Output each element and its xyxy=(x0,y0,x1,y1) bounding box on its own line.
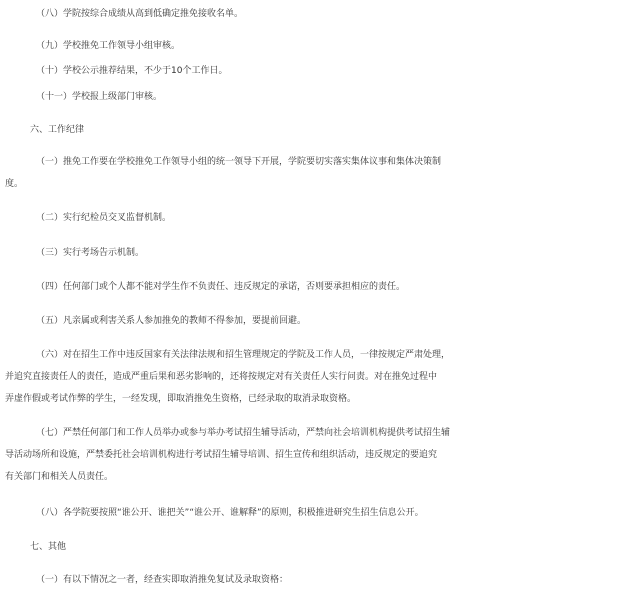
discipline-item-7-line-3: 有关部门和相关人员责任。 xyxy=(5,472,114,482)
item-11-superior-review: （十一）学校报上级部门审核。 xyxy=(36,92,163,102)
discipline-item-1-line-2: 度。 xyxy=(5,179,24,189)
discipline-item-5: （五）凡亲属或利害关系人参加推免的教师不得参加，要提前回避。 xyxy=(36,316,307,326)
discipline-item-7-line-1: （七）严禁任何部门和工作人员举办或参与举办考试招生辅导活动，严禁向社会培训机构提供考试招生辅 xyxy=(36,428,451,438)
item-10-public-notice: （十）学校公示推荐结果，不少于10个工作日。 xyxy=(36,66,228,76)
discipline-item-6-line-3: 弄虚作假或考试作弊的学生，一经发现，即取消推免生资格，已经录取的取消录取资格。 xyxy=(5,394,357,404)
discipline-item-8: （八）各学院要按照“谁公开、谁把关”“谁公开、谁解释”的原则，积极推进研究生招生信息公开。 xyxy=(36,508,424,518)
other-item-1: （一）有以下情况之一者，经查实即取消推免复试及录取资格： xyxy=(36,575,289,585)
section-heading-work-discipline: 六、工作纪律 xyxy=(30,125,85,135)
discipline-item-2: （二）实行纪检员交叉监督机制。 xyxy=(36,213,172,223)
discipline-item-3: （三）实行考场告示机制。 xyxy=(36,248,145,258)
item-9-leading-group-review: （九）学校推免工作领导小组审核。 xyxy=(36,41,181,51)
discipline-item-6-line-2: 并追究直接责任人的责任，造成严重后果和恶劣影响的，还将按规定对有关责任人实行问责。对在推免过程中 xyxy=(5,372,438,382)
item-8-ranking-list: （八）学院按综合成绩从高到低确定推免接收名单。 xyxy=(36,9,244,19)
discipline-item-1-line-1: （一）推免工作要在学校推免工作领导小组的统一领导下开展，学院要切实落实集体议事和集体决策制 xyxy=(36,157,442,167)
discipline-item-7-line-2: 导活动场所和设施，严禁委托社会培训机构进行考试招生辅导培训、招生宣传和组织活动，违反规定的要追究 xyxy=(5,450,438,460)
section-heading-other: 七、其他 xyxy=(30,542,67,552)
discipline-item-4: （四）任何部门或个人都不能对学生作不负责任、违反规定的承诺，否则要承担相应的责任。 xyxy=(36,282,406,292)
discipline-item-6-line-1: （六）对在招生工作中违反国家有关法律法规和招生管理规定的学院及工作人员，一律按规定严肃处理， xyxy=(36,350,451,360)
